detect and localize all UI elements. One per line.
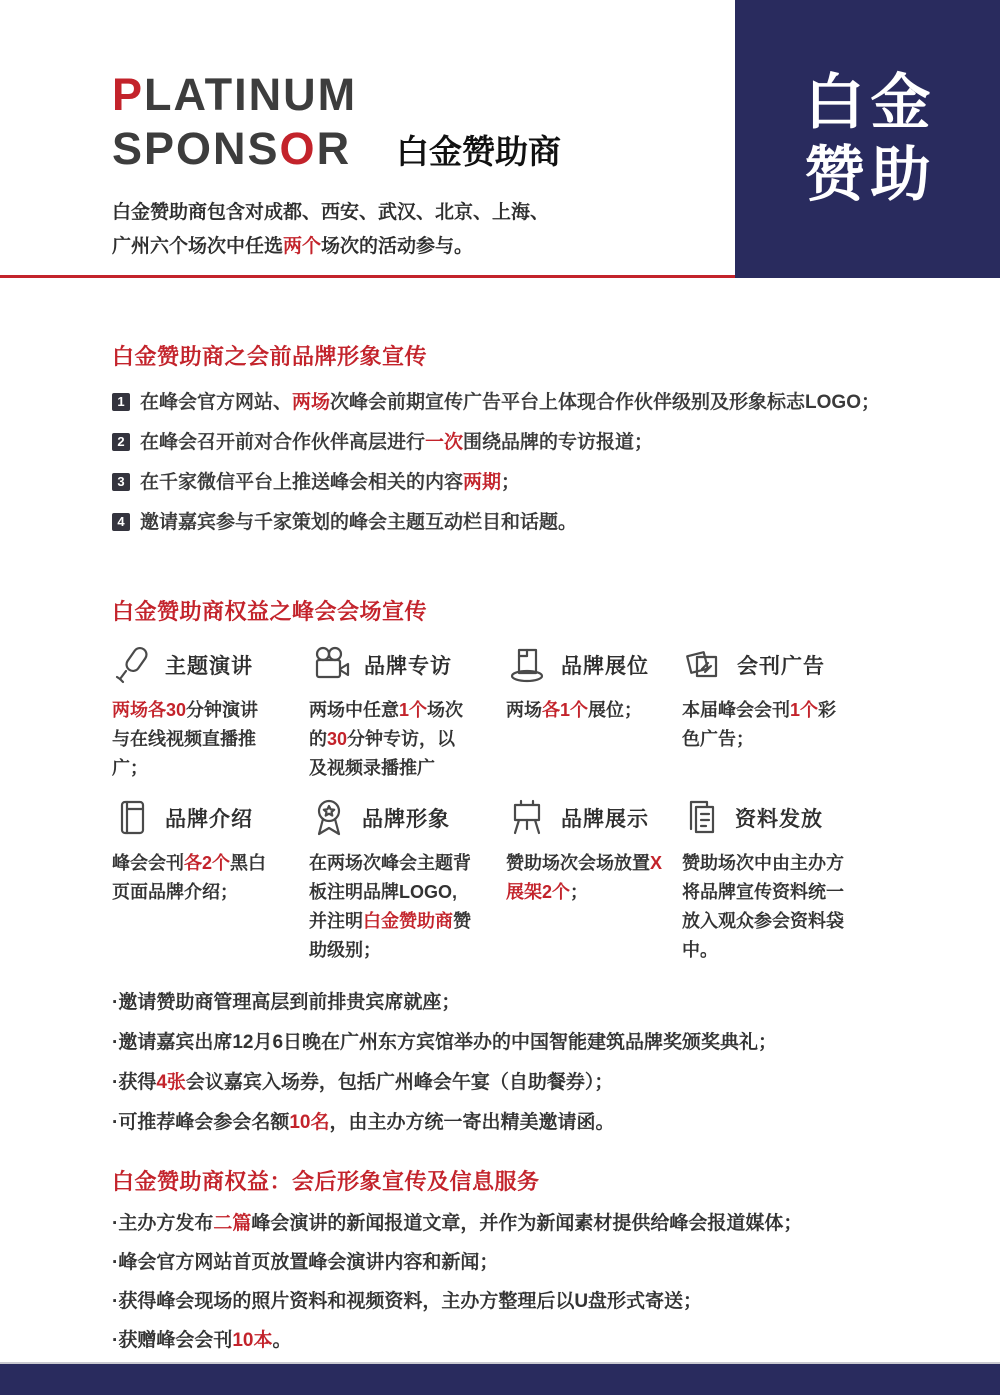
bullet-line: ·获赠峰会会刊10本。 (112, 1330, 292, 1351)
bullet-line: ·可推荐峰会参会名额10名，由主办方统一寄出精美邀请函。 (112, 1112, 615, 1133)
footer-bar (0, 1362, 1000, 1395)
benefit-desc: 赞助场次中由主办方将品牌宣传资料统一放入观众参会资料袋中。 (682, 853, 844, 960)
intro-line2: 广州六个场次中任选两个场次的活动参与。 (112, 236, 474, 257)
benefit-label: 品牌展示 (561, 808, 649, 831)
benefit-desc: 本届峰会会刊1个彩色广告； (682, 700, 837, 749)
benefit-head (682, 642, 940, 688)
video-camera-icon (309, 645, 351, 685)
list-item-text: 在千家微信平台上推送峰会相关的内容两期； (140, 472, 521, 493)
item-number-badge: 2 (112, 433, 130, 451)
benefit-cell-interview (309, 642, 506, 783)
benefit-cell-booth (506, 642, 682, 783)
benefit-cell-speech (112, 642, 309, 783)
benefit-cell-intro (112, 795, 309, 965)
section-heading-post-event: 白金赞助商权益：会后形象宣传及信息服务 (112, 1169, 540, 1194)
exhibition-booth-icon (506, 645, 548, 685)
section-heading-pre-event: 白金赞助商之会前品牌形象宣传 (112, 344, 428, 369)
item-number-badge: 1 (112, 393, 130, 411)
main-content (0, 340, 1000, 1399)
list-item (112, 429, 940, 469)
list-item-text: 邀请嘉宾参与千家策划的峰会主题互动栏目和话题。 (140, 512, 578, 533)
microphone-icon (112, 644, 152, 686)
bullet-line: ·主办方发布二篇峰会演讲的新闻报道文章，并作为新闻素材提供给峰会报道媒体； (112, 1213, 803, 1234)
bullet-line: ·获得峰会现场的照片资料和视频资料，主办方整理后以U盘形式寄送； (112, 1291, 703, 1312)
list-item-text: 在峰会召开前对合作伙伴高层进行一次围绕品牌的专访报道； (140, 432, 654, 453)
award-ribbon-icon (309, 797, 349, 839)
benefit-label: 品牌展位 (561, 655, 649, 678)
bullet-line: ·邀请赞助商管理高层到前排贵宾席就座； (112, 992, 461, 1013)
logotype-line2: SPONSOR (112, 123, 352, 174)
easel-icon (506, 797, 548, 839)
list-item (112, 509, 940, 549)
page-header (0, 0, 1000, 278)
badge-line2: 赞助 (804, 141, 937, 208)
onsite-bullet-list (112, 983, 940, 1143)
benefit-head (309, 642, 506, 688)
benefit-desc: 峰会会刊各2个黑白页面品牌介绍； (112, 853, 267, 902)
benefit-label: 品牌介绍 (165, 808, 253, 831)
benefit-label: 品牌形象 (362, 808, 450, 831)
list-item (112, 389, 940, 429)
list-item (112, 469, 940, 509)
benefit-desc: 两场各30分钟演讲与在线视频直播推广； (112, 700, 259, 778)
intro-paragraph (112, 196, 549, 264)
logotype-line1: PLATINUM (112, 69, 358, 120)
benefit-cell-image (309, 795, 506, 965)
brochure-icon (112, 798, 152, 838)
pre-event-numbered-list (112, 389, 940, 549)
benefits-grid (112, 642, 940, 965)
handout-documents-icon (682, 797, 722, 839)
benefit-label: 主题演讲 (165, 655, 253, 678)
benefit-head (112, 795, 309, 841)
benefit-label: 品牌专访 (364, 655, 452, 678)
benefit-desc: 赞助场次会场放置X展架2个； (506, 853, 663, 902)
benefit-desc: 在两场次峰会主题背板注明品牌LOGO,并注明白金赞助商赞助级别； (309, 853, 471, 960)
benefit-desc: 两场中任意1个场次的30分钟专访，以及视频录播推广 (309, 700, 464, 778)
benefit-label: 会刊广告 (737, 655, 825, 678)
benefit-head (506, 642, 682, 688)
item-number-badge: 3 (112, 473, 130, 491)
benefit-head (682, 795, 940, 841)
benefit-cell-display (506, 795, 682, 965)
intro-line1: 白金赞助商包含对成都、西安、武汉、北京、上海、 (112, 202, 550, 223)
benefit-head (506, 795, 682, 841)
list-item-text: 在峰会官方网站、两场次峰会前期宣传广告平台上体现合作伙伴级别及形象标志LOGO； (140, 392, 880, 413)
benefit-label: 资料发放 (735, 808, 823, 831)
bullet-line: ·获得4张会议嘉宾入场券，包括广州峰会午宴（自助餐券）； (112, 1072, 614, 1093)
benefit-desc: 两场各1个展位； (506, 700, 643, 720)
bullet-line: ·邀请嘉宾出席12月6日晚在广州东方宾馆举办的中国智能建筑品牌奖颁奖典礼； (112, 1032, 778, 1053)
item-number-badge: 4 (112, 513, 130, 531)
benefit-head (309, 795, 506, 841)
benefit-head (112, 642, 309, 688)
badge-line1: 白金 (804, 69, 937, 136)
journal-ad-icon (682, 645, 724, 685)
platinum-sponsor-logotype (112, 68, 357, 176)
page-title: 白金赞助商 (396, 133, 561, 170)
benefit-cell-journal-ad (682, 642, 940, 783)
platinum-badge (735, 0, 1000, 278)
section-heading-onsite: 白金赞助商权益之峰会会场宣传 (112, 599, 428, 624)
benefit-cell-materials (682, 795, 940, 965)
bullet-line: ·峰会官方网站首页放置峰会演讲内容和新闻； (112, 1252, 499, 1273)
